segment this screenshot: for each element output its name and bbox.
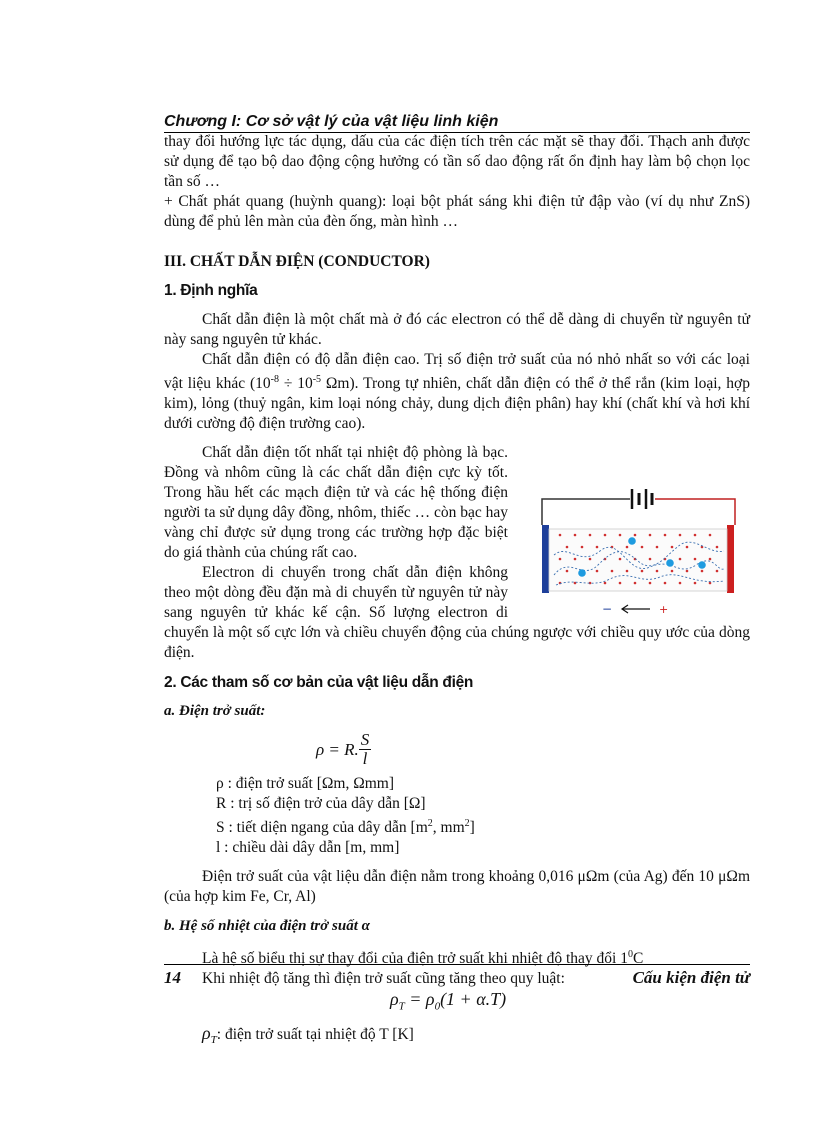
temp-coefficient-title: b. Hệ số nhiệt của điện trở suất α bbox=[164, 918, 370, 935]
page-content bbox=[164, 132, 750, 1050]
definition-paragraph: Chất dẫn điện là một chất mà ở đó các electron có thể dễ dàng di chuyển từ nguyên tử này sang nguyên tử khác. bbox=[164, 311, 750, 348]
conductivity-paragraph: Chất dẫn điện có độ dẫn điện cao. Trị số điện trở suất của nó nhỏ nhất so với các loại vật liệu khác ($10^{-8} \div 10^{-5}$ Ωm). Trong tự nhiên, chất dẫn điện có thể ở thể rắn (kim loại, hợp kim), lỏng (thuỷ ngân, kim loại nóng chảy, dung dịch điện phân) hay khí (chất khí và hơi khí dưới cường độ điện trường cao). bbox=[164, 351, 750, 433]
temp-coefficient-desc: Là hệ số biểu thị sự thay đổi của điện trở suất khi nhiệt độ thay đổi $1^0C$ bbox=[202, 949, 644, 968]
best-conductor-paragraph: − + Chất dẫn điện tốt nhất tại nhiệt độ phòng là bạc. Đồng và nhôm cũng là các chất dẫn điện cực kỳ tốt. Trong hầu hết các mạch điện tử và các hệ thống điện người ta sử dụng dây đồng, nhôm, thiếc … còn bạc hay vàng chỉ được sử dụng trong các trường hợp đặc biệt do giá thành của chúng rất cao. bbox=[164, 443, 750, 563]
subsection-definition: 1. Định nghĩa bbox=[164, 282, 258, 299]
def-rho: ρ : điện trở suất [Ωm, Ωmm] bbox=[216, 775, 395, 793]
resistivity-formula: ρ = R. S l bbox=[316, 730, 370, 769]
rho-t-definition: $\rho_T$: điện trở suất tại nhiệt độ T [K] bbox=[202, 1023, 414, 1047]
book-title: Cấu kiện điện tử bbox=[632, 968, 750, 987]
subsection-parameters: 2. Các tham số cơ bản của vật liệu dẫn điện bbox=[164, 674, 474, 692]
def-l: l : chiều dài dây dẫn [m, mm] bbox=[216, 839, 400, 857]
minus-label: − bbox=[602, 602, 613, 617]
resistivity-definitions bbox=[216, 774, 750, 858]
def-s: S : tiết diện ngang của dây dẫn [$m^2$, $mm^2$] bbox=[216, 818, 475, 837]
def-r: R : trị số điện trở của dây dẫn [Ω] bbox=[216, 795, 426, 813]
resistivity-range: Điện trở suất của vật liệu dẫn điện nằm trong khoảng 0,016 μΩm (của Ag) đến 10 μΩm (của hợp kim Fe, Cr, Al) bbox=[164, 868, 750, 906]
positive-electrode bbox=[727, 525, 734, 593]
temp-formula: $\rho_T = \rho_0(1 + \alpha.T)$ bbox=[390, 989, 507, 1014]
negative-electrode bbox=[542, 525, 549, 593]
page-number: 14 bbox=[164, 968, 181, 987]
page-footer bbox=[164, 964, 750, 988]
intro-paragraph-1: thay đổi hướng lực tác dụng, dấu của các điện tích trên các mặt sẽ thay đổi. Thạch anh được sử dụng để tạo bộ dao động cộng hưởng có tần số dao động rất ổn định hay làm bộ chọn lọc tần số … bbox=[164, 133, 750, 190]
resistivity-title: a. Điện trở suất: bbox=[164, 703, 266, 720]
section-heading-conductor: III. CHẤT DẪN ĐIỆN (CONDUCTOR) bbox=[164, 253, 430, 270]
chapter-header: Chương I: Cơ sở vật lý của vật liệu linh kiện bbox=[164, 113, 750, 133]
electron-flow-diagram bbox=[520, 485, 750, 620]
plus-label: + bbox=[659, 603, 669, 617]
temp-law-intro: Khi nhiệt độ tăng thì điện trở suất cũng tăng theo quy luật: bbox=[202, 970, 565, 988]
intro-paragraph-2: + Chất phát quang (huỳnh quang): loại bột phát sáng khi điện tử đập vào (ví dụ như ZnS) dùng để phủ lên màn của đèn ống, màn hình … bbox=[164, 193, 750, 230]
electron-movement-paragraph: Electron di chuyển trong chất dẫn điện không theo một dòng đều đặn mà di chuyển từ nguyên tử này sang nguyên tử khác kế cận. Số lượng electron di chuyển là một số cực lớn và chiều chuyển động của chúng ngược với chiều quy ước của dòng điện. bbox=[164, 564, 750, 662]
